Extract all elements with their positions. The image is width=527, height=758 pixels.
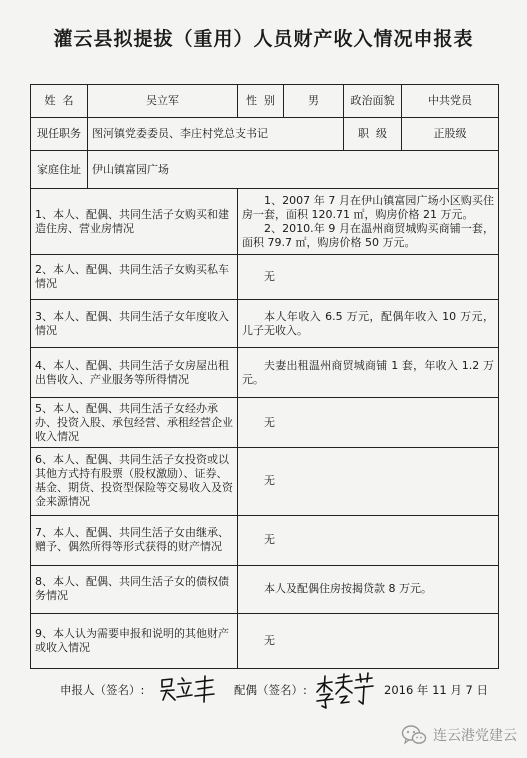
name-label: 姓 名	[31, 85, 88, 118]
spouse-label: 配偶（签名）:	[234, 683, 307, 697]
item-answer	[238, 613, 499, 668]
item-answer	[238, 447, 499, 515]
item-answer	[238, 300, 499, 348]
wechat-icon	[401, 724, 427, 746]
applicant-signature	[158, 672, 216, 704]
item-answer-line: 本人及配偶住房按揭贷款 8 万元。	[264, 582, 432, 596]
position-value: 图河镇党委委员、李庄村党总支书记	[88, 118, 344, 151]
item-answer-line: 1、2007 年 7 月在伊山镇富园广场小区购买住房一套，面积 120.71 ㎡，购房价格 21 万元。	[242, 193, 494, 221]
item-label: 4、本人、配偶、共同生活子女房屋出租出售收入、产业服务等所得情况	[31, 348, 238, 398]
basic-row-2	[31, 118, 499, 151]
position-label: 现任职务	[31, 118, 88, 151]
item-answer-line: 无	[264, 415, 275, 429]
item-row	[31, 613, 499, 668]
item-label: 6、本人、配偶、共同生活子女投资或以其他方式持有股票（股权激励）、证券、基金、期货、投资型保险等交易收入及资金来源情况	[31, 447, 238, 515]
item-answer-line: 夫妻出租温州商贸城商铺 1 套，年收入 1.2 万元。	[242, 358, 494, 386]
address-label: 家庭住址	[31, 151, 88, 189]
item-answer-line: 本人年收入 6.5 万元，配偶年收入 10 万元，儿子无收入。	[242, 309, 494, 337]
item-answer	[238, 398, 499, 447]
party-value: 中共党员	[402, 85, 499, 118]
item-answer-line: 2、2010.年 9 月在温州商贸城购买商铺一套，面积 79.7 ㎡，购房价格 50 万元。	[242, 221, 494, 249]
basic-row-1	[31, 85, 499, 118]
item-row	[31, 515, 499, 565]
basic-row-3	[31, 151, 499, 189]
gender-value: 男	[284, 85, 344, 118]
applicant-label: 申报人（签名）:	[60, 683, 145, 697]
watermark	[401, 722, 517, 748]
declaration-table	[30, 84, 499, 669]
address-value: 伊山镇富园广场	[88, 151, 499, 189]
form-title: 灌云县拟提拔（重用）人员财产收入情况申报表	[53, 28, 474, 50]
item-answer-line: 无	[264, 474, 275, 488]
gender-label: 性 别	[238, 85, 284, 118]
item-answer	[238, 255, 499, 300]
signature-footer	[60, 676, 500, 706]
item-answer	[238, 515, 499, 565]
rank-value: 正股级	[402, 118, 499, 151]
item-answer-line: 无	[264, 533, 275, 547]
item-answer	[238, 189, 499, 255]
spouse-signature	[314, 670, 378, 712]
name-value: 吴立军	[88, 85, 238, 118]
item-row	[31, 447, 499, 515]
item-answer-line: 无	[264, 633, 275, 647]
signature-date: 2016 年 11 月 7 日	[384, 683, 488, 697]
item-answer	[238, 348, 499, 398]
item-label: 2、本人、配偶、共同生活子女购买私车情况	[31, 255, 238, 300]
item-row	[31, 348, 499, 398]
party-label: 政治面貌	[344, 85, 402, 118]
item-label: 1、本人、配偶、共同生活子女购买和建造住房、营业房情况	[31, 189, 238, 255]
item-row	[31, 398, 499, 447]
item-label: 9、本人认为需要申报和说明的其他财产或收入情况	[31, 613, 238, 668]
item-row	[31, 189, 499, 255]
item-row	[31, 300, 499, 348]
item-row	[31, 565, 499, 613]
item-label: 7、本人、配偶、共同生活子女由继承、赠予、偶然所得等形式获得的财产情况	[31, 515, 238, 565]
watermark-text: 连云港党建云	[433, 728, 517, 744]
rank-label: 职 级	[344, 118, 402, 151]
item-answer-line: 无	[264, 270, 275, 284]
item-label: 5、本人、配偶、共同生活子女经办承办、投资入股、承包经营、承租经营企业收入情况	[31, 398, 238, 447]
item-row	[31, 255, 499, 300]
item-answer	[238, 565, 499, 613]
item-label: 3、本人、配偶、共同生活子女年度收入情况	[31, 300, 238, 348]
item-label: 8、本人、配偶、共同生活子女的债权债务情况	[31, 565, 238, 613]
